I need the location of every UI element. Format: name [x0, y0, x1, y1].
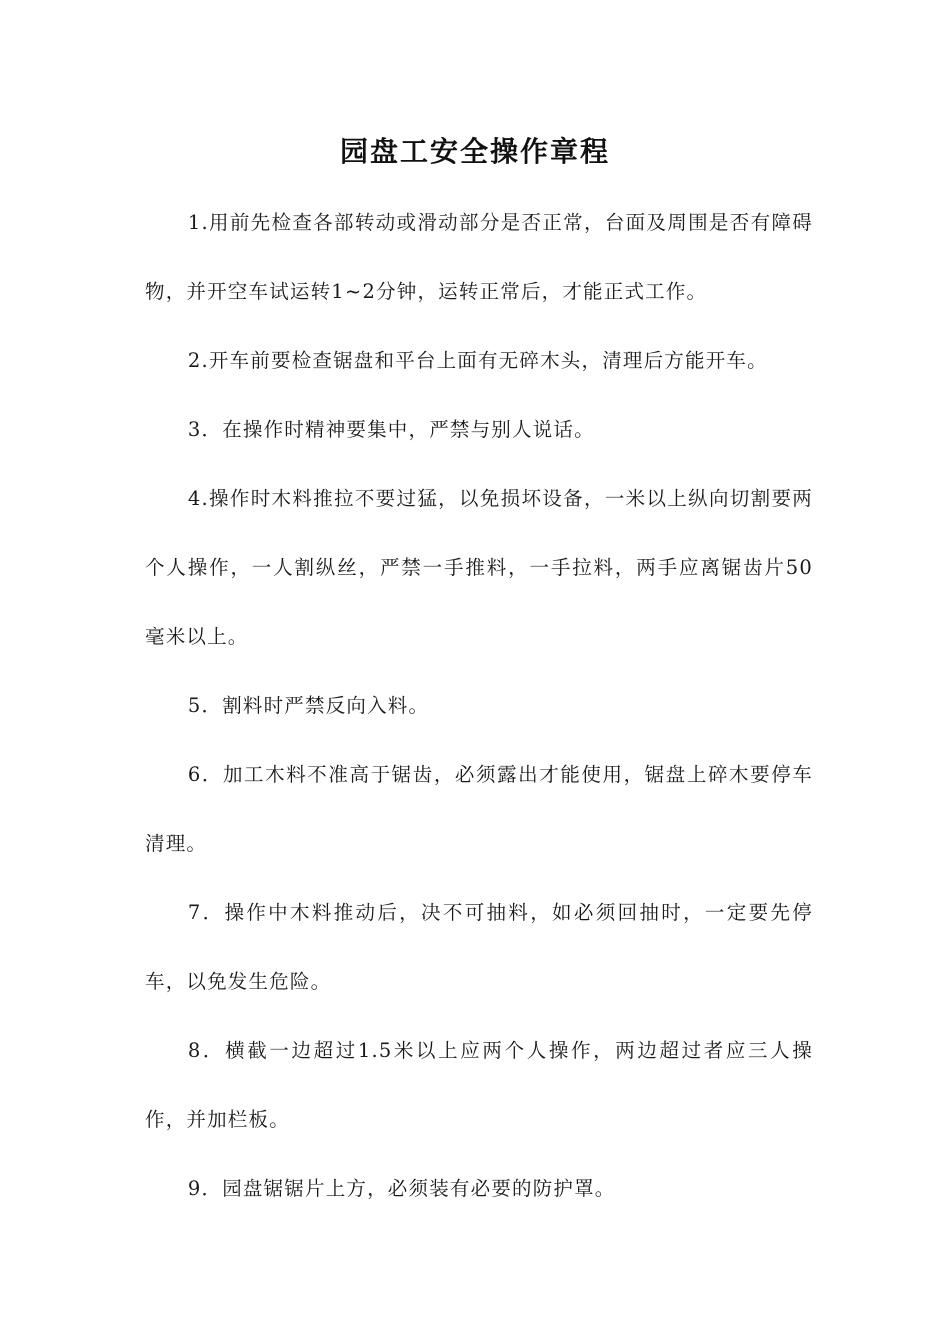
paragraph-5: 5．割料时严禁反向入料。 — [187, 694, 430, 717]
paragraph-2: 2.开车前要检查锯盘和平台上面有无碎木头，清理后方能开车。 — [187, 349, 768, 372]
paragraph-8: 8．横截一边超过1.5米以上应两个人操作，两边超过者应三人操作，并加栏板。 — [145, 1039, 813, 1131]
document-title: 园盘工安全操作章程 — [339, 135, 610, 168]
paragraph-3: 3．在操作时精神要集中，严禁与别人说话。 — [187, 418, 595, 441]
paragraph-6: 6．加工木料不准高于锯齿，必须露出才能使用，锯盘上碎木要停车清理。 — [145, 763, 813, 855]
document-body — [145, 188, 813, 1223]
paragraph-7: 7．操作中木料推动后，决不可抽料，如必须回抽时，一定要先停车，以免发生危险。 — [145, 901, 813, 993]
paragraph-1: 1.用前先检查各部转动或滑动部分是否正常，台面及周围是否有障碍物，并开空车试运转1~2分钟，运转正常后，才能正式工作。 — [145, 211, 813, 303]
paragraph-4: 4.操作时木料推拉不要过猛，以免损坏设备，一米以上纵向切割要两个人操作，一人割纵丝，严禁一手推料，一手拉料，两手应离锯齿片50毫米以上。 — [145, 487, 813, 648]
paragraph-9: 9．园盘锯锯片上方，必须装有必要的防护罩。 — [187, 1177, 616, 1200]
